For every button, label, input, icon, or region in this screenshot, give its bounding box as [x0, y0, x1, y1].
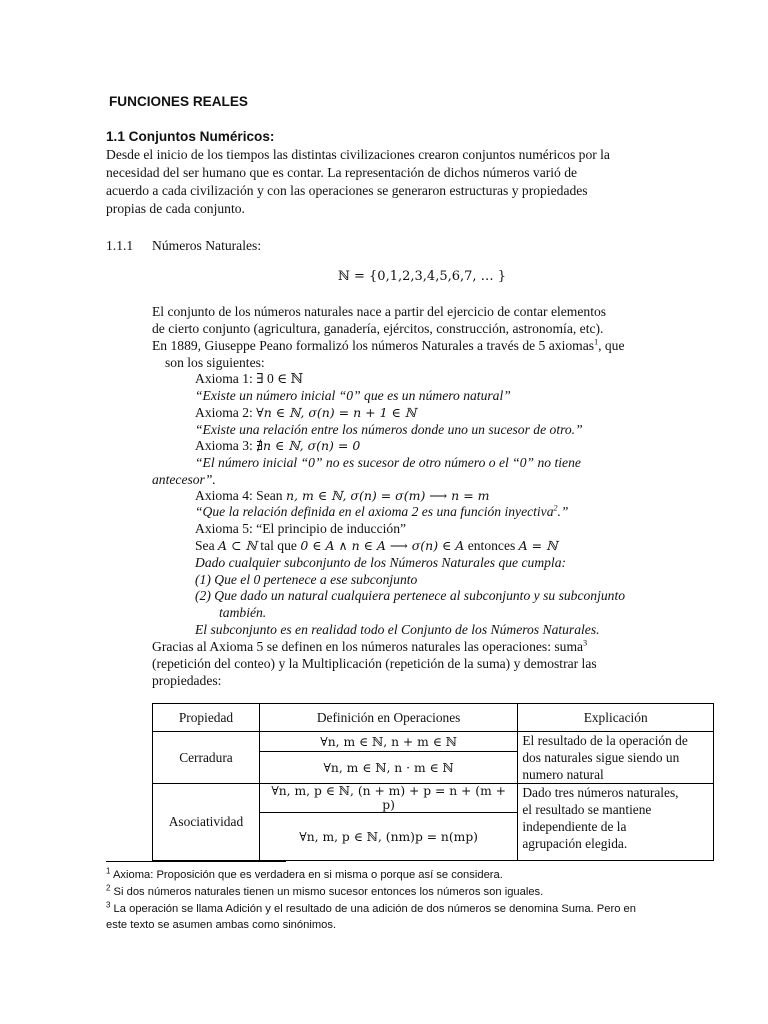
axiom-5: Axioma 5: “El principio de inducción” — [195, 521, 407, 536]
footnote-2: $^2$ Si dos números naturales tienen un mismo sucesor entonces los números son iguales. — [106, 883, 544, 898]
definition-cell: ∀n, m ∈ ℕ, n + m ∈ ℕ — [259, 732, 517, 752]
properties-table — [152, 703, 714, 861]
footnote-ref-2: 2 — [553, 503, 558, 513]
axiom-5-note: El subconjunto es en realidad todo el Conjunto de los Números Naturales. — [195, 622, 600, 637]
subsection-number: 1.1.1 — [106, 238, 134, 253]
axiom-2: Axioma 2: ∀n ∈ ℕ, σ(n) = n + 1 ∈ ℕ — [195, 405, 417, 420]
paragraph-line: son los siguientes: — [165, 355, 265, 370]
explanation-cell: Dado tres números naturales, el resultado se mantiene independiente de la agrupación elegida. — [518, 784, 714, 861]
table-row — [153, 732, 714, 752]
intro-line: acuerdo a cada civilización y con las operaciones se generaron estructuras y propiedades — [106, 183, 588, 198]
operations-line: Gracias al Axioma 5 se definen en los números naturales las operaciones: suma$^3$ — [152, 638, 588, 654]
footnote-divider — [106, 861, 286, 862]
footnote-ref-1: 1 — [594, 337, 599, 347]
subsection-title: Números Naturales: — [152, 238, 262, 253]
axiom-1: Axioma 1: ∃ 0 ∈ ℕ — [195, 371, 304, 386]
axiom-1-note: “Existe un número inicial “0” que es un número natural” — [195, 388, 511, 403]
explanation-cell: El resultado de la operación de dos naturales sigue siendo un numero natural — [518, 732, 714, 784]
axiom-5-note: también. — [219, 605, 267, 620]
definition-cell: ∀n, m ∈ ℕ, n · m ∈ ℕ — [259, 752, 517, 784]
table-row — [153, 784, 714, 813]
footnote-3-continued: este texto se asumen ambas como sinónimos. — [106, 919, 337, 931]
header-cell: Explicación — [518, 704, 714, 732]
axiom-4: Axioma 4: Sean n, m ∈ ℕ, σ(n) = σ(m) ⟶ n = m — [195, 488, 490, 503]
axiom-5-note: (1) Que el 0 pertenece a ese subconjunto — [195, 572, 418, 587]
paragraph-line: de cierto conjunto (agricultura, ganadería, ejércitos, construcción, astronomía, etc). — [152, 321, 604, 336]
footnote-3: $^3$ La operación se llama Adición y el resultado de una adición de dos números se denomina Suma. Pero en — [106, 900, 636, 915]
axiom-3: Axioma 3: ∄n ∈ ℕ, σ(n) = 0 — [195, 438, 361, 453]
operations-line: propiedades: — [152, 673, 222, 688]
axiom-3-note: antecesor”. — [152, 472, 216, 487]
intro-line: propias de cada conjunto. — [106, 201, 245, 216]
intro-line: Desde el inicio de los tiempos las distintas civilizaciones crearon conjuntos numéricos por la — [106, 147, 610, 162]
property-name: Cerradura — [153, 732, 260, 784]
axiom-5-note: (2) Que dado un natural cualquiera pertenece al subconjunto y su subconjunto — [195, 588, 626, 603]
operations-line: (repetición del conteo) y la Multiplicación (repetición de la suma) y demostrar las — [152, 656, 597, 671]
axiom-5-statement: Sea A ⊂ ℕ tal que 0 ∈ A ∧ n ∈ A ⟶ σ(n) ∈ A entonces A = ℕ — [195, 538, 558, 553]
definition-cell: ∀n, m, p ∈ ℕ, (n + m) + p = n + (m + p) — [259, 784, 517, 813]
axiom-3-note: “El número inicial “0” no es sucesor de otro número o el “0” no tiene — [195, 455, 581, 470]
footnote-ref-3: 3 — [583, 638, 588, 648]
footnote-1: $^1$ Axioma: Proposición que es verdadera en si misma o porque así se considera. — [106, 866, 503, 881]
table-header-row — [153, 704, 714, 732]
axiom-4-note: “Que la relación definida en el axioma 2 es una función inyectiva$^2$.” — [195, 503, 569, 519]
axiom-2-note: “Existe una relación entre los números donde uno un sucesor de otro.” — [195, 422, 583, 437]
definition-cell: ∀n, m, p ∈ ℕ, (nm)p = n(mp) — [259, 813, 517, 861]
intro-line: necesidad del ser humano que es contar. La representación de dichos números varió de — [106, 165, 578, 180]
paragraph-line: El conjunto de los números naturales nace a partir del ejercicio de contar elementos — [152, 304, 607, 319]
header-cell: Propiedad — [153, 704, 260, 732]
axiom-5-note: Dado cualquier subconjunto de los Números Naturales que cumpla: — [195, 555, 567, 570]
property-name: Asociatividad — [153, 784, 260, 861]
paragraph-line: En 1889, Giuseppe Peano formalizó los números Naturales a través de 5 axiomas$^1$, que — [152, 337, 625, 353]
natural-set-definition: ℕ = {0,1,2,3,4,5,6,7, … } — [338, 269, 507, 284]
document-title: FUNCIONES REALES — [109, 94, 248, 109]
header-cell: Definición en Operaciones — [259, 704, 517, 732]
section-heading: 1.1 Conjuntos Numéricos: — [106, 129, 275, 144]
